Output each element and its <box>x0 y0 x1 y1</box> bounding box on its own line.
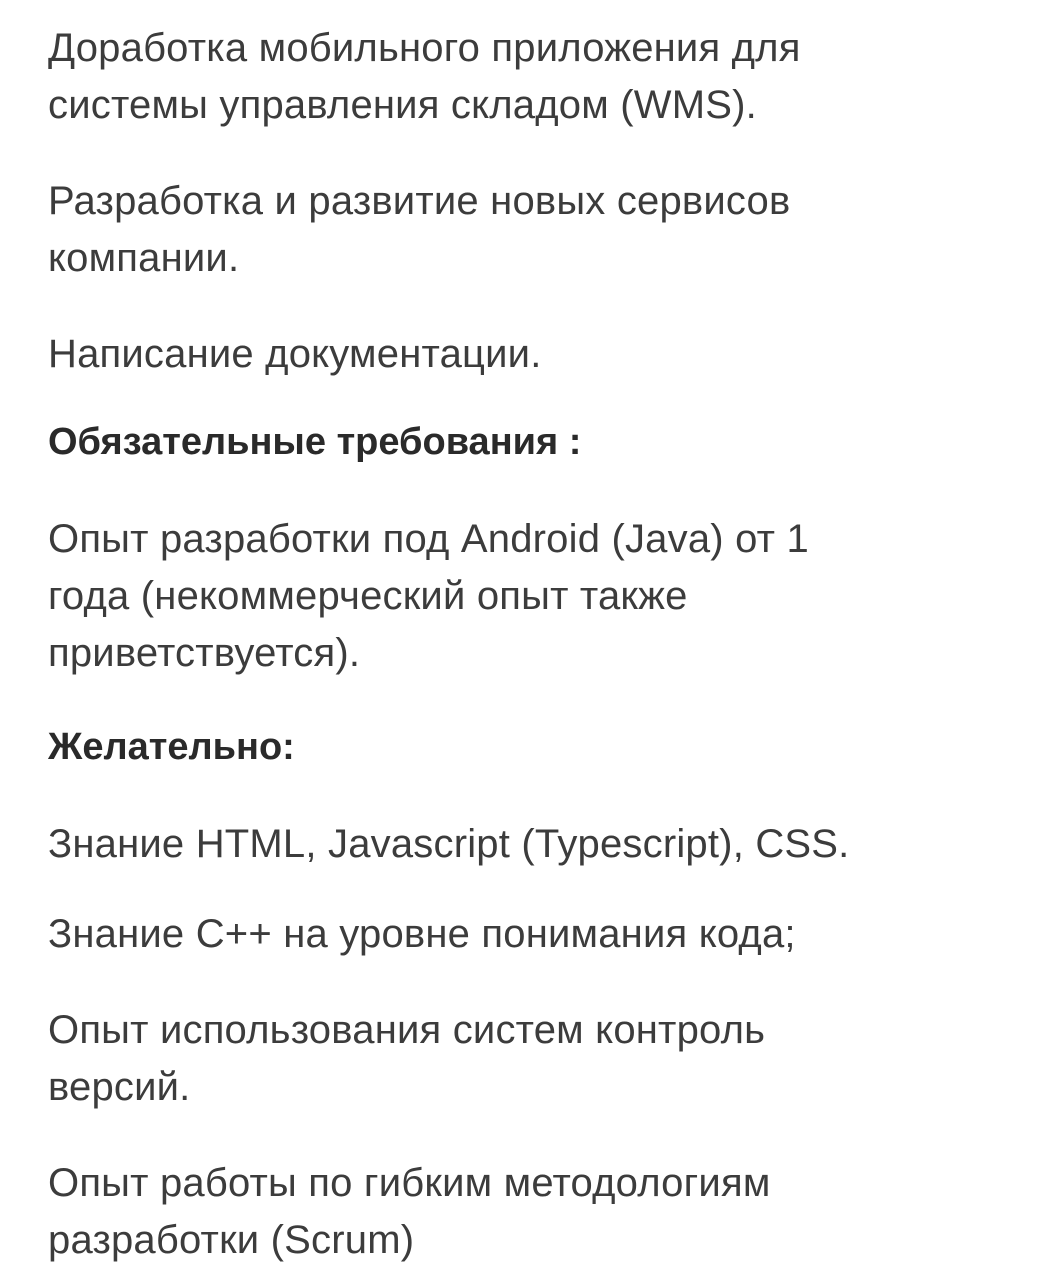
text-line: Опыт работы по гибким методологиям <box>48 1161 771 1205</box>
paragraph-android-experience <box>48 511 1008 682</box>
heading-required: Обязательные требования : <box>48 421 582 463</box>
paragraph-version-control <box>48 1002 1008 1116</box>
text-line: Знание С++ на уровне понимания кода; <box>48 912 796 956</box>
paragraph-documentation <box>48 326 1008 383</box>
text-line: компании. <box>48 236 240 280</box>
paragraph-wms-app <box>48 20 1008 134</box>
text-line: Написание документации. <box>48 332 542 376</box>
paragraph-agile-scrum <box>48 1155 1008 1269</box>
paragraph-cpp-skills <box>48 906 1008 963</box>
paragraph-new-services <box>48 173 1008 287</box>
text-line: Опыт разработки под Android (Java) от 1 <box>48 517 809 561</box>
text-line: Разработка и развитие новых сервисов <box>48 179 791 223</box>
text-line: версий. <box>48 1065 191 1109</box>
text-line: Опыт использования систем контроль <box>48 1008 766 1052</box>
paragraph-web-skills <box>48 816 1008 873</box>
text-line: года (некоммерческий опыт также <box>48 574 688 618</box>
text-line: Знание HTML, Javascript (Typescript), CSS. <box>48 822 850 866</box>
text-line: разработки (Scrum) <box>48 1218 415 1262</box>
text-line: приветствуется). <box>48 631 361 675</box>
text-line: системы управления складом (WMS). <box>48 83 757 127</box>
text-line: Доработка мобильного приложения для <box>48 26 801 70</box>
heading-desirable: Желательно: <box>48 726 295 768</box>
